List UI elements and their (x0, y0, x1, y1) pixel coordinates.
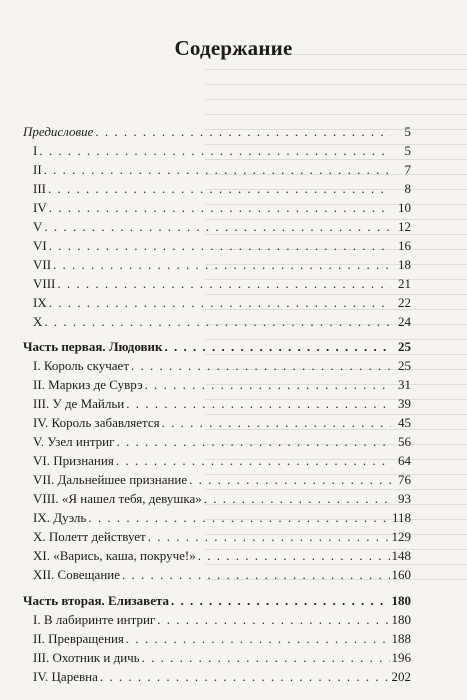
entry-label: IV. Король забавляется (33, 415, 160, 430)
entry-page: 180 (391, 612, 411, 627)
leader-dots (39, 143, 391, 159)
entry-label: III. Охотник и дичь (33, 650, 140, 665)
leader-dots (44, 219, 391, 235)
leader-dots (122, 567, 389, 583)
entry-label: XI. «Варись, каша, покруче!» (33, 548, 196, 563)
leader-dots (49, 200, 391, 216)
entry-label: II. Превращения (33, 631, 124, 646)
entry-label: I. Король скучает (33, 358, 130, 373)
toc-part-one[interactable] (23, 339, 411, 357)
entry-label: X (33, 314, 43, 329)
toc-entry[interactable] (33, 415, 411, 433)
entry-page: 76 (398, 472, 411, 487)
entry-page: 8 (404, 181, 411, 196)
toc-entry[interactable] (33, 510, 411, 528)
leader-dots (131, 358, 391, 374)
part-label: Часть вторая. Елизавета (23, 593, 170, 608)
entry-label: IX (33, 295, 47, 310)
entry-page: 10 (398, 200, 411, 215)
entry-page: 18 (398, 257, 411, 272)
entry-page: 45 (398, 415, 411, 430)
toc-entry[interactable] (33, 219, 411, 237)
entry-page: 93 (398, 491, 411, 506)
entry-page: 7 (404, 162, 411, 177)
leader-dots (88, 510, 390, 526)
entry-page: 21 (398, 276, 411, 291)
leader-dots (142, 650, 390, 666)
toc-entry[interactable] (33, 396, 411, 414)
entry-label: II. Маркиз де Суврэ (33, 377, 143, 392)
leader-dots (57, 276, 391, 292)
entry-label: I. В лабиринте интриг (33, 612, 156, 627)
toc-entry[interactable] (33, 358, 411, 376)
toc-entry[interactable] (33, 143, 411, 161)
leader-dots (204, 491, 391, 507)
toc-entry[interactable] (33, 162, 411, 180)
toc-entry[interactable] (33, 314, 411, 332)
entry-label: Предисловие (23, 124, 94, 139)
entry-label: IV (33, 200, 47, 215)
entry-page: 5 (404, 124, 411, 139)
toc-entry[interactable] (33, 529, 411, 547)
toc-entry[interactable] (33, 567, 411, 585)
entry-page: 118 (391, 510, 411, 525)
entry-page: 12 (398, 219, 411, 234)
toc-entry-preface[interactable] (23, 124, 411, 142)
leader-dots (189, 472, 391, 488)
leader-dots (49, 295, 391, 311)
leader-dots (116, 434, 391, 450)
entry-label: VIII (33, 276, 56, 291)
entry-label: IX. Дуэль (33, 510, 87, 525)
toc-entry[interactable] (33, 295, 411, 313)
toc-entry[interactable] (33, 631, 411, 649)
toc-entry[interactable] (33, 612, 411, 630)
entry-label: III (33, 181, 46, 196)
leader-dots (95, 124, 391, 140)
part-page: 25 (398, 339, 411, 354)
toc-entry[interactable] (33, 276, 411, 294)
entry-page: 64 (398, 453, 411, 468)
entry-label: X. Полетт действует (33, 529, 146, 544)
toc-entry[interactable] (33, 650, 411, 668)
leader-dots (126, 631, 390, 647)
leader-dots (44, 162, 391, 178)
part-label: Часть первая. Людовик (23, 339, 163, 354)
entry-page: 129 (391, 529, 411, 544)
entry-page: 5 (404, 143, 411, 158)
entry-label: III. У де Майльи (33, 396, 125, 411)
leader-dots (165, 339, 392, 355)
entry-page: 16 (398, 238, 411, 253)
leader-dots (148, 529, 390, 545)
leader-dots (126, 396, 391, 412)
entry-label: VII (33, 257, 52, 272)
entry-page: 202 (391, 669, 411, 684)
entry-page: 56 (398, 434, 411, 449)
entry-page: 196 (391, 650, 411, 665)
toc-entry[interactable] (33, 491, 411, 509)
leader-dots (171, 593, 389, 609)
leader-dots (162, 415, 391, 431)
entry-label: I (33, 143, 38, 158)
entry-page: 148 (391, 548, 411, 563)
leader-dots (145, 377, 391, 393)
toc-entry[interactable] (33, 669, 411, 687)
entry-label: IV. Царевна (33, 669, 98, 684)
part-page: 180 (391, 593, 411, 608)
entry-label: VI. Признания (33, 453, 114, 468)
leader-dots (49, 238, 391, 254)
entry-page: 160 (391, 567, 411, 582)
entry-label: II (33, 162, 42, 177)
toc-entry[interactable] (33, 548, 411, 566)
entry-label: XII. Совещание (33, 567, 121, 582)
entry-label: V. Узел интриг (33, 434, 115, 449)
leader-dots (44, 314, 391, 330)
leader-dots (198, 548, 390, 564)
entry-label: VIII. «Я нашел тебя, девушка» (33, 491, 202, 506)
leader-dots (53, 257, 391, 273)
leader-dots (100, 669, 390, 685)
toc-entry[interactable] (33, 434, 411, 452)
entry-page: 22 (398, 295, 411, 310)
toc-entry[interactable] (33, 472, 411, 490)
page-title: Содержание (174, 36, 293, 60)
entry-label: VII. Дальнейшее признание (33, 472, 188, 487)
toc-part-two[interactable] (23, 593, 411, 611)
entry-page: 31 (398, 377, 411, 392)
toc-entry[interactable] (33, 181, 411, 199)
toc-entry[interactable] (33, 453, 411, 471)
entry-label: V (33, 219, 43, 234)
toc-entry[interactable] (33, 377, 411, 395)
toc-entry[interactable] (33, 257, 411, 275)
toc-entry[interactable] (33, 238, 411, 256)
entry-page: 39 (398, 396, 411, 411)
leader-dots (48, 181, 391, 197)
entry-label: VI (33, 238, 47, 253)
entry-page: 25 (398, 358, 411, 373)
entry-page: 188 (391, 631, 411, 646)
toc-entry[interactable] (33, 200, 411, 218)
leader-dots (157, 612, 389, 628)
entry-page: 24 (398, 314, 411, 329)
leader-dots (116, 453, 391, 469)
